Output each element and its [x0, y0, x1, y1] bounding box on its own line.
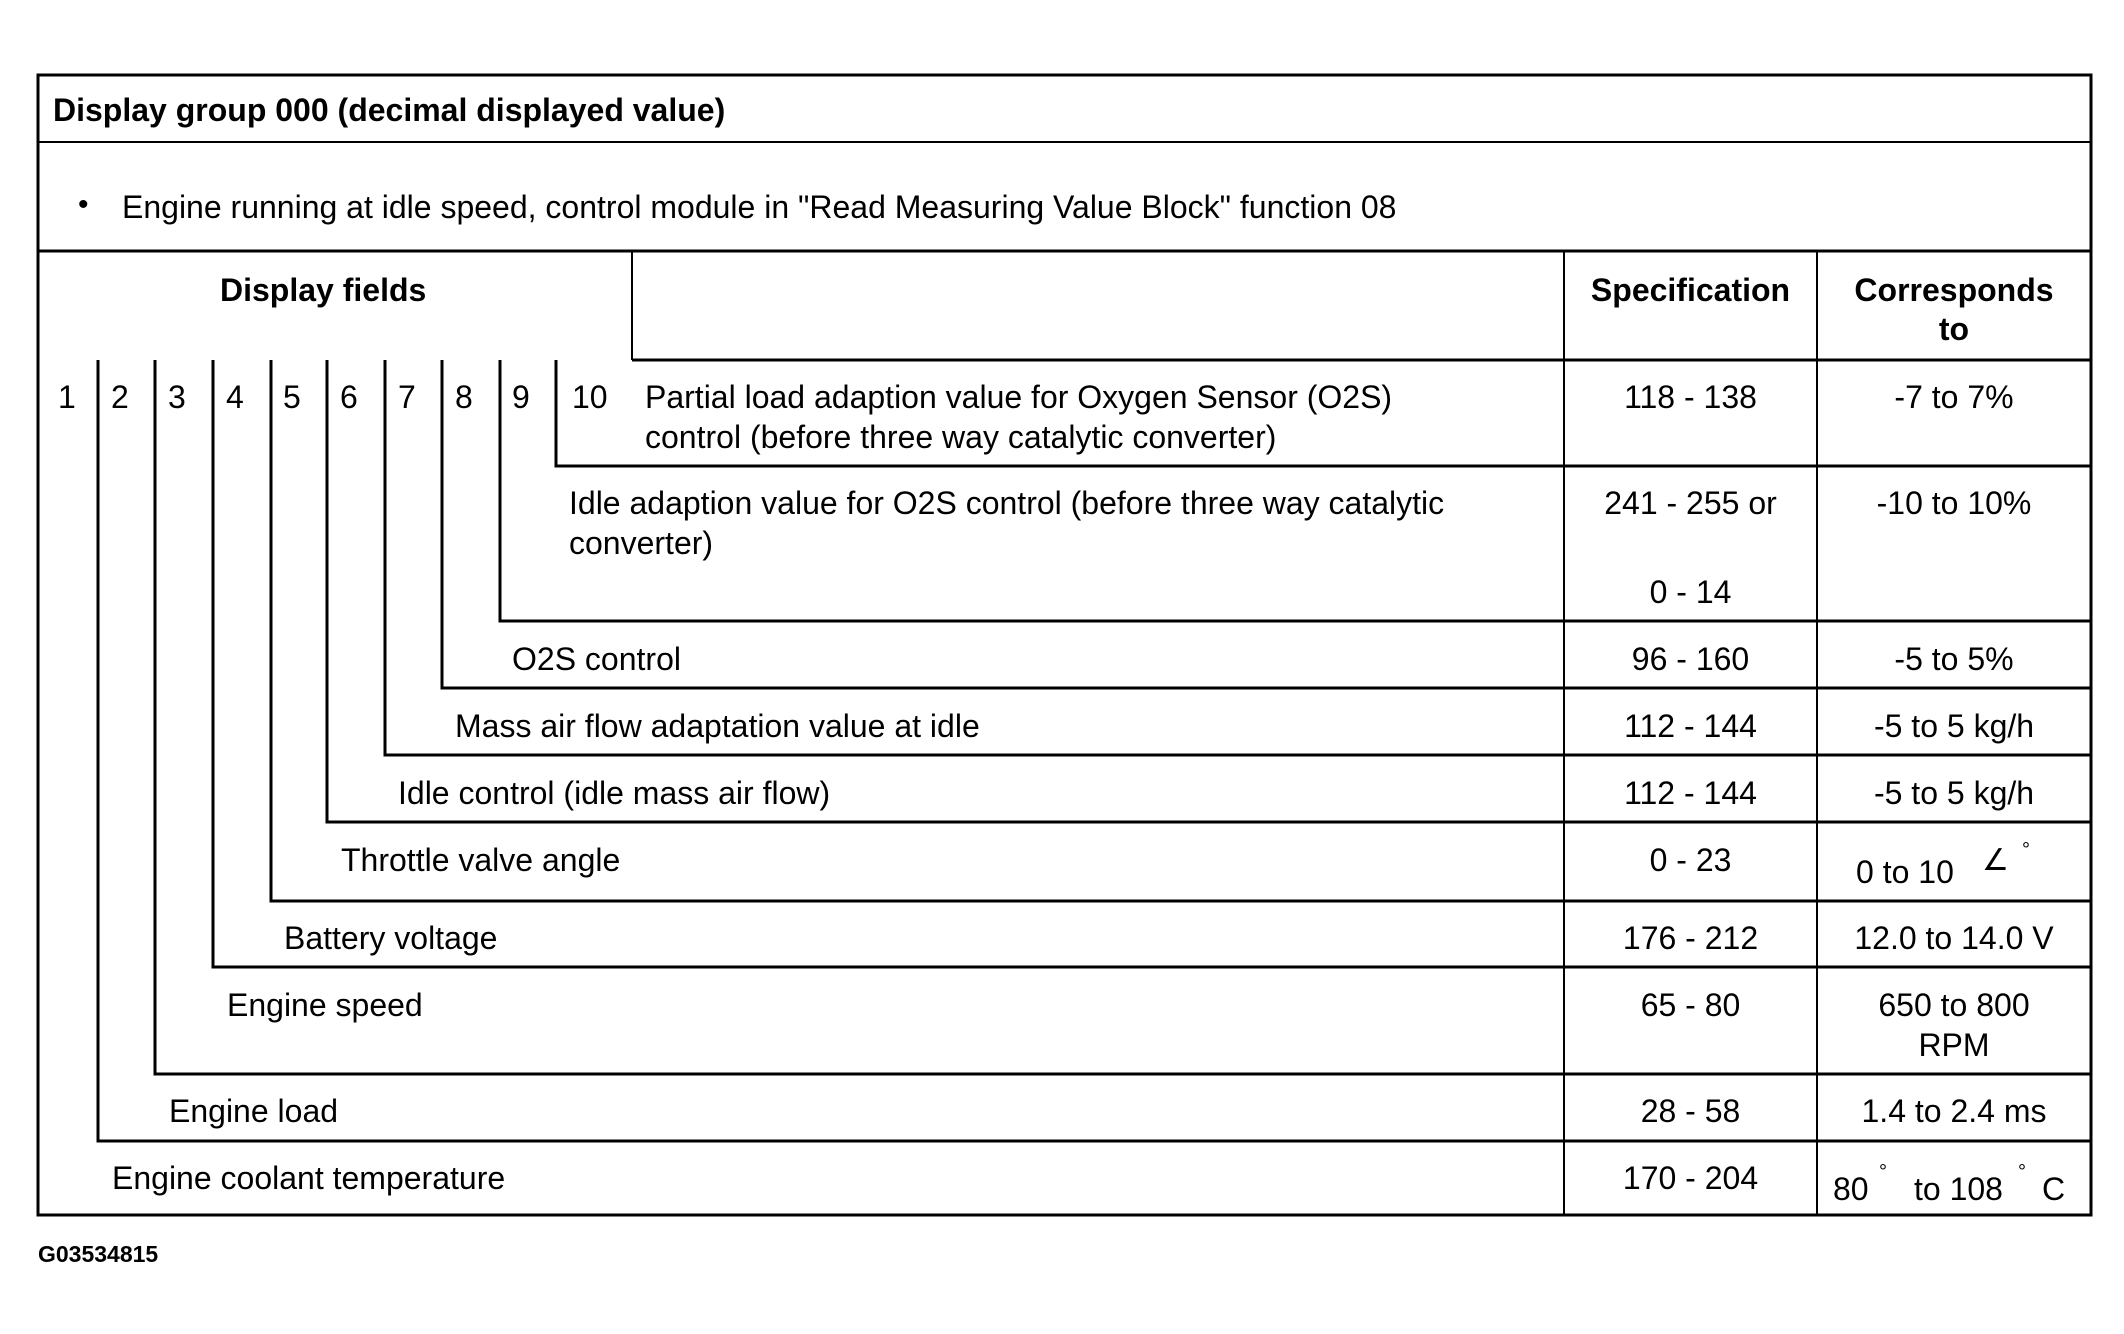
row-1-corresponds-to: to 108	[1914, 1171, 2003, 1207]
row-3-corresponds-line1: 650 to 800	[1878, 987, 2030, 1023]
table-title: Display group 000 (decimal displayed value)	[53, 92, 726, 128]
figure-id: G03534815	[38, 1241, 159, 1267]
row-5-corresponds: 0 to 10	[1856, 854, 1954, 890]
field-number-8: 8	[455, 379, 473, 415]
field-number-6: 6	[340, 379, 358, 415]
field-number-7: 7	[398, 379, 416, 415]
row-3-description: Engine speed	[227, 987, 423, 1023]
row-9-specification-line1: 241 - 255 or	[1604, 485, 1777, 521]
display-fields-header: Display fields	[220, 272, 427, 308]
row-4-specification: 176 - 212	[1622, 920, 1759, 956]
field-number-5: 5	[283, 379, 301, 415]
row-1-corresponds-from: 80	[1833, 1171, 1869, 1207]
row-8-specification: 96 - 160	[1631, 641, 1750, 677]
row-2-corresponds: 1.4 to 2.4 ms	[1861, 1093, 2047, 1129]
row-9-description-line2: converter)	[569, 525, 714, 561]
specification-header: Specification	[1590, 272, 1791, 308]
row-4-corresponds: 12.0 to 14.0 V	[1854, 920, 2054, 956]
row-7-corresponds: -5 to 5 kg/h	[1873, 708, 2035, 744]
degree-icon: °	[1879, 1161, 1887, 1183]
row-1-specification: 170 - 204	[1622, 1160, 1759, 1196]
row-7-specification: 112 - 144	[1624, 708, 1757, 744]
row-9-description-line1: Idle adaption value for O2S control (before three way catalytic	[569, 485, 1445, 521]
row-10-description-line1: Partial load adaption value for Oxygen Sensor (O2S)	[645, 379, 1393, 415]
field-number-4: 4	[226, 379, 244, 415]
row-2-specification: 28 - 58	[1640, 1093, 1741, 1129]
field-number-9: 9	[512, 379, 530, 415]
row-4-description: Battery voltage	[284, 920, 498, 956]
corresponds-header-line1: Corresponds	[1854, 272, 2054, 308]
row-5-specification: 0 - 23	[1649, 842, 1732, 878]
degree-icon: °	[2018, 1161, 2026, 1183]
row-9-specification-line2: 0 - 14	[1649, 574, 1732, 610]
corresponds-header-line2: to	[1938, 311, 1970, 347]
field-number-10: 10	[572, 379, 608, 415]
row-8-description: O2S control	[512, 641, 681, 677]
row-10-description-line2: control (before three way catalytic converter)	[645, 419, 1277, 455]
row-2-description: Engine load	[169, 1093, 339, 1129]
angle-icon: ∠	[1982, 844, 2009, 877]
row-3-specification: 65 - 80	[1640, 987, 1741, 1023]
row-10-specification: 118 - 138	[1624, 379, 1757, 415]
row-10-corresponds: -7 to 7%	[1894, 379, 2014, 415]
row-7-description: Mass air flow adaptation value at idle	[455, 708, 980, 744]
row-6-corresponds: -5 to 5 kg/h	[1873, 775, 2035, 811]
degree-icon: °	[2022, 839, 2030, 861]
field-number-1: 1	[58, 379, 76, 415]
row-5-description: Throttle valve angle	[341, 842, 621, 878]
field-number-2: 2	[111, 379, 129, 415]
row-1-description: Engine coolant temperature	[112, 1160, 506, 1196]
tree-line-field-2	[98, 360, 2091, 1141]
row-1-corresponds-unit: C	[2042, 1171, 2066, 1207]
row-6-specification: 112 - 144	[1624, 775, 1757, 811]
row-9-corresponds: -10 to 10%	[1876, 485, 2032, 521]
row-6-description: Idle control (idle mass air flow)	[398, 775, 831, 811]
condition-text: Engine running at idle speed, control module in "Read Measuring Value Block" function 08	[122, 189, 1397, 225]
row-8-corresponds: -5 to 5%	[1894, 641, 2014, 677]
row-3-corresponds-line2: RPM	[1918, 1027, 1990, 1063]
field-number-3: 3	[168, 379, 186, 415]
bullet-icon: •	[78, 188, 89, 221]
